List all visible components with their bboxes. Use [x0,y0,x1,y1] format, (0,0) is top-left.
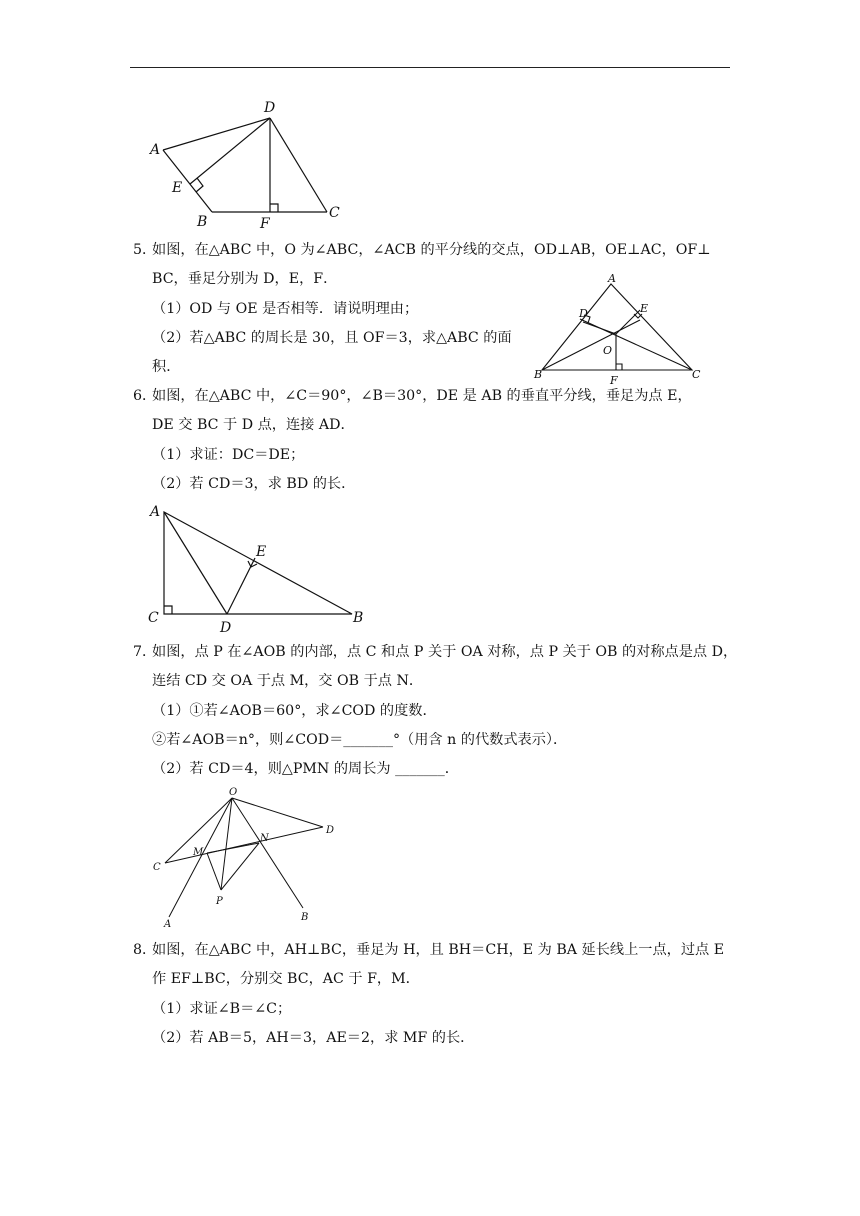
label-C: C [148,610,159,626]
label-N: N [260,833,269,844]
label-E: E [256,544,267,560]
problem-7-line-1: 如图，点 P 在∠AOB 的内部，点 C 和点 P 关于 OA 对称，点 P 关于 OB 的对称点是点 D， [152,644,738,660]
problem-7-line-3: （1）①若∠AOB＝60°，求∠COD 的度数． [152,703,437,719]
problem-5-line-1: 如图，在△ABC 中，O 为∠ABC，∠ACB 的平分线的交点，OD⊥AB，OE⊥AC，OF⊥ [152,242,711,258]
figure-right-triangle [140,500,380,640]
label-M: M [193,847,204,858]
label-B: B [534,368,543,381]
problem-6-line-2: DE 交 BC 于 D 点，连接 AD． [152,417,355,433]
label-B: B [301,912,309,923]
label-A: A [164,919,172,930]
problem-7-line-4: ②若∠AOB＝n°，则∠COD＝_______°（用含 n 的代数式表示）． [152,732,568,748]
header-rule [130,67,730,68]
problem-8-line-2: 作 EF⊥BC，分别交 BC，AC 于 F，M． [152,971,420,987]
label-E: E [640,302,649,315]
label-B: B [353,610,364,626]
label-B: B [197,214,208,230]
problem-6-number: 6． [133,388,157,404]
problem-6-line-4: （2）若 CD＝3，求 BD 的长． [152,476,356,492]
problem-5-line-3: （1）OD 与 OE 是否相等．请说明理由； [152,301,419,317]
problem-8-line-3: （1）求证∠B＝∠C； [152,1001,292,1017]
label-C: C [153,862,161,873]
figure-triangle-incenter [530,272,710,387]
label-P: P [216,896,223,907]
label-O: O [603,344,613,357]
problem-7-line-5: （2）若 CD＝4，则△PMN 的周长为 _______． [152,761,459,777]
label-E: E [172,180,183,196]
problem-6-line-1: 如图，在△ABC 中，∠C＝90°，∠B＝30°，DE 是 AB 的垂直平分线，垂足为点 E， [152,388,692,404]
problem-6-line-3: （1）求证：DC＝DE； [152,447,305,463]
problem-7-line-2: 连结 CD 交 OA 于点 M，交 OB 于点 N． [152,673,424,689]
label-A: A [150,142,161,158]
problem-5-number: 5． [133,242,157,258]
problem-8-line-1: 如图，在△ABC 中，AH⊥BC，垂足为 H，且 BH＝CH，E 为 BA 延长线上一点，过点 E [152,942,725,958]
label-D: D [579,307,588,320]
label-A: A [150,504,161,520]
problem-5-line-2: BC，垂足分别为 D，E，F． [152,271,338,287]
problem-7-number: 7． [133,644,157,660]
label-C: C [692,368,701,381]
label-D: D [264,100,276,116]
label-F: F [610,374,618,387]
problem-5-line-4: （2）若△ABC 的周长是 30，且 OF＝3，求△ABC 的面 [152,330,512,346]
figure-quadrilateral [140,96,350,231]
label-F: F [260,216,270,231]
label-D: D [220,620,232,636]
label-C: C [329,205,340,221]
problem-5-line-5: 积． [152,359,181,375]
problem-8-line-4: （2）若 AB＝5，AH＝3，AE＝2，求 MF 的长． [152,1030,475,1046]
label-D: D [326,825,335,836]
problem-8-number: 8． [133,942,157,958]
figure-angle-reflection [145,785,345,930]
label-A: A [608,272,616,285]
label-O: O [229,787,238,798]
